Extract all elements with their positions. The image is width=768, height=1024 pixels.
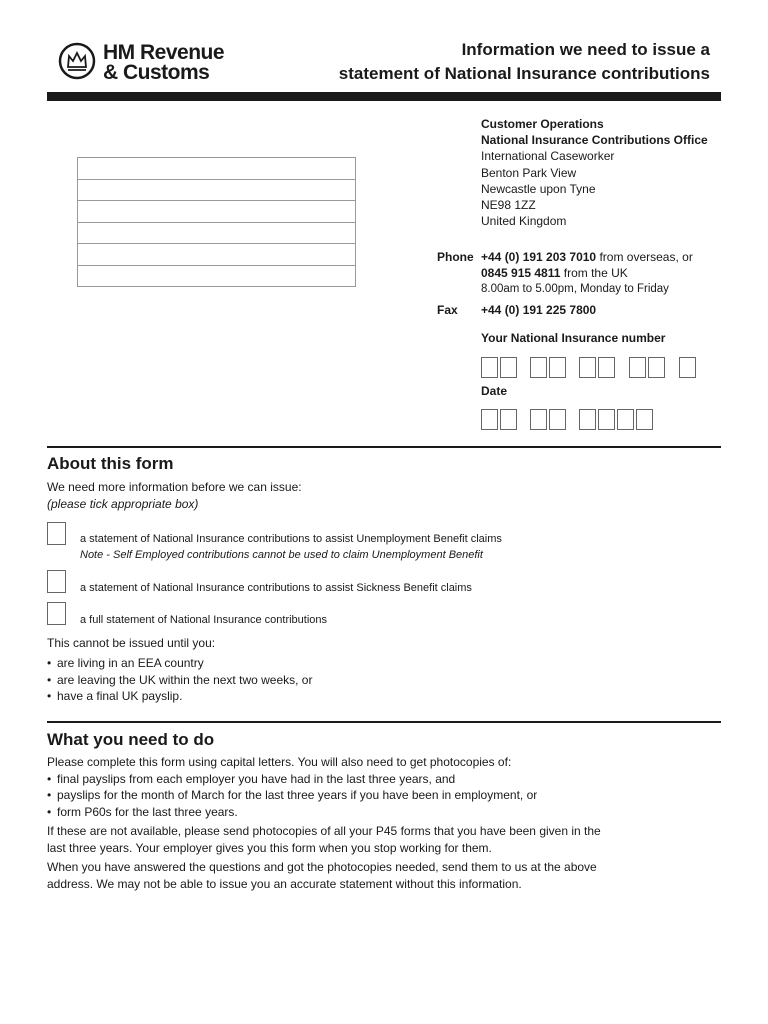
date-char-box[interactable] <box>598 409 615 430</box>
date-input[interactable] <box>481 409 661 431</box>
about-heading: About this form <box>47 454 174 473</box>
date-char-box[interactable] <box>500 409 517 430</box>
address-line-field[interactable] <box>77 201 356 223</box>
ni-char-box[interactable] <box>579 357 596 378</box>
address-line-field[interactable] <box>77 266 356 288</box>
todo-list <box>47 771 737 821</box>
list-item: • are leaving the UK within the next two weeks, or <box>47 672 312 689</box>
todo-section <box>47 730 214 750</box>
ni-number-input[interactable] <box>481 357 701 379</box>
date-char-box[interactable] <box>617 409 634 430</box>
ni-char-box[interactable] <box>530 357 547 378</box>
condition-list <box>47 655 312 705</box>
list-item: • final payslips from each employer you have had in the last three years, and <box>47 771 737 788</box>
todo-paragraph: If these are not available, please send photocopies of all your P45 forms that you have been given in the last three years. Your employer gives you this form when you stop working for them. <box>47 824 601 855</box>
ni-char-box[interactable] <box>500 357 517 378</box>
page-title: Information we need to issue a statement of National Insurance contributions <box>338 40 710 83</box>
address-line-field[interactable] <box>77 158 356 180</box>
address-line-field[interactable] <box>77 244 356 266</box>
todo-body: Please complete this form using capital letters. You will also need to get photocopies of: • final payslips from each employer you have had in the last three years, and • payslips for the month of March for the last three years if you have been in employment, or • form P60s for the last three years. If these are not available, please send photocopies of all your P45 forms that you have been given in the last three years. Your employer gives you this form when you stop working for them. When you have answered the questions and got the photocopies needed, send them to us at the above address. We may not be able to issue you an accurate statement without this information. <box>47 754 737 892</box>
date-char-box[interactable] <box>549 409 566 430</box>
date-char-box[interactable] <box>636 409 653 430</box>
section-divider <box>47 721 721 723</box>
option1-note: Note - Self Employed contributions cannot be used to claim Unemployment Benefit <box>80 549 483 561</box>
option2-label: a statement of National Insurance contributions to assist Sickness Benefit claims <box>80 582 472 594</box>
ni-char-box[interactable] <box>549 357 566 378</box>
fax-number: +44 (0) 191 225 7800 <box>481 303 597 317</box>
list-item: • payslips for the month of March for the last three years if you have been in employment, or <box>47 787 737 804</box>
list-item: • have a final UK payslip. <box>47 688 312 705</box>
date-char-box[interactable] <box>530 409 547 430</box>
fax-label: Fax <box>437 303 458 317</box>
ni-char-box[interactable] <box>481 357 498 378</box>
todo-paragraph: When you have answered the questions and got the photocopies needed, send them to us at the above address. We may not be able to issue you an accurate statement without this information. <box>47 860 597 891</box>
header-bar <box>47 92 721 101</box>
date-label: Date <box>481 384 508 398</box>
crown-crest-icon <box>58 41 96 81</box>
about-intro: We need more information before we can issue: (please tick appropriate box) <box>47 480 302 511</box>
phone-details: +44 (0) 191 203 7010 from overseas, or 0845 915 4811 from the UK 8.00am to 5.00pm, Monday to Friday <box>481 250 693 296</box>
todo-heading: What you need to do <box>47 730 215 749</box>
date-char-box[interactable] <box>579 409 596 430</box>
ni-char-box[interactable] <box>598 357 615 378</box>
applicant-address-box[interactable] <box>77 157 356 287</box>
office-address: Customer Operations National Insurance Contributions Office International Caseworker Benton Park View Newcastle upon Tyne NE98 1ZZ United Kingdom <box>481 117 708 229</box>
section-divider <box>47 446 721 448</box>
option3-label: a full statement of National Insurance contributions <box>80 614 328 626</box>
list-item: • form P60s for the last three years. <box>47 804 737 821</box>
option2-checkbox[interactable] <box>47 570 66 593</box>
date-char-box[interactable] <box>481 409 498 430</box>
ni-char-box[interactable] <box>629 357 646 378</box>
condition-text: This cannot be issued until you: <box>47 636 216 650</box>
ni-char-box[interactable] <box>679 357 696 378</box>
logo-line1: HM Revenue <box>103 41 225 64</box>
phone-label: Phone <box>437 250 474 264</box>
address-line-field[interactable] <box>77 180 356 202</box>
ni-number-label: Your National Insurance number <box>481 331 666 345</box>
ni-char-box[interactable] <box>648 357 665 378</box>
option1-checkbox[interactable] <box>47 522 66 545</box>
option1-label: a statement of National Insurance contributions to assist Unemployment Benefit claims <box>80 533 502 545</box>
about-section <box>47 454 174 474</box>
list-item: • are living in an EEA country <box>47 655 312 672</box>
logo-line2: & Customs <box>103 61 210 84</box>
address-line-field[interactable] <box>77 223 356 245</box>
option3-checkbox[interactable] <box>47 602 66 625</box>
